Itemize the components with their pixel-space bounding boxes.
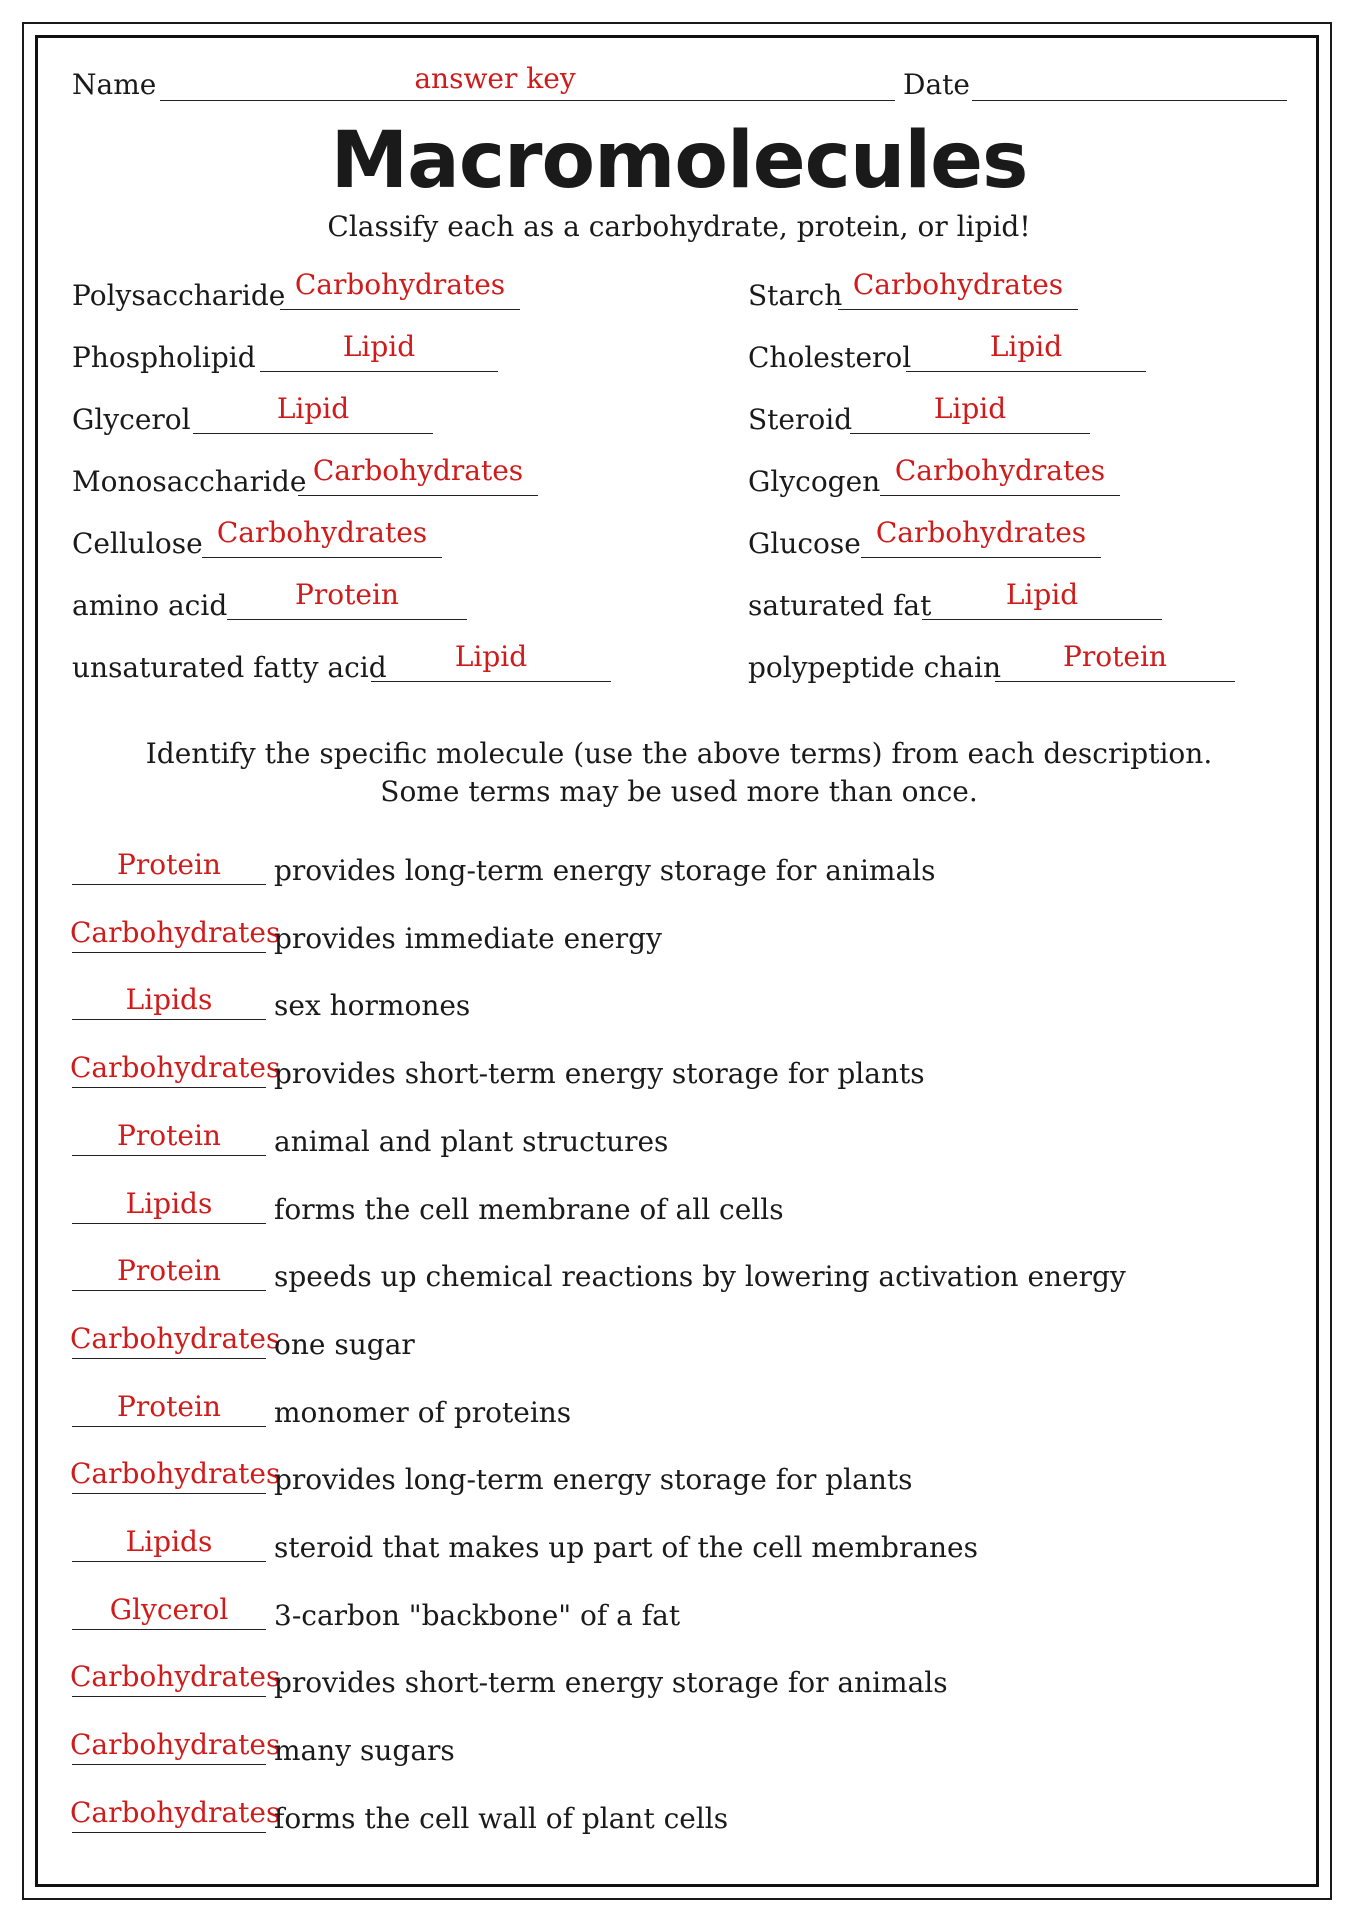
date-label: Date bbox=[903, 68, 970, 101]
description-text: speeds up chemical reactions by lowering activation energy bbox=[274, 1260, 1126, 1294]
classify-answer-left: Lipid bbox=[454, 640, 528, 673]
description-answer: Carbohydrates bbox=[70, 1457, 281, 1491]
classify-answer-right: Lipid bbox=[933, 392, 1007, 425]
description-answer: Lipids bbox=[125, 1186, 213, 1220]
name-value: answer key bbox=[414, 62, 576, 95]
classify-answer-left: Carbohydrates bbox=[312, 454, 524, 487]
description-text: provides long-term energy storage for plants bbox=[274, 1463, 913, 1497]
date-field[interactable] bbox=[972, 70, 1287, 101]
description-answer: Carbohydrates bbox=[70, 1321, 281, 1355]
description-text: monomer of proteins bbox=[274, 1395, 572, 1429]
description-text: 3-carbon "backbone" of a fat bbox=[274, 1598, 681, 1632]
classify-answer-right: Carbohydrates bbox=[852, 268, 1064, 301]
description-answer: Protein bbox=[117, 848, 221, 881]
description-answer: Carbohydrates bbox=[70, 1051, 281, 1085]
instructions-identify-line1: Identify the specific molecule (use the above terms) from each description. bbox=[145, 737, 1213, 770]
classify-term-left: Monosaccharide bbox=[72, 465, 307, 498]
classify-answer-left: Lipid bbox=[276, 392, 350, 425]
classify-answer-left: Carbohydrates bbox=[294, 268, 506, 301]
description-text: provides immediate energy bbox=[274, 921, 662, 955]
classify-term-right: Starch bbox=[748, 279, 843, 312]
classify-term-right: Steroid bbox=[748, 403, 853, 436]
description-text: one sugar bbox=[274, 1327, 415, 1361]
classify-term-right: saturated fat bbox=[748, 589, 932, 622]
classify-term-left: Phospholipid bbox=[72, 341, 256, 374]
classify-term-left: Cellulose bbox=[72, 527, 203, 560]
classify-term-left: unsaturated fatty acid bbox=[72, 651, 387, 684]
classify-answer-right: Carbohydrates bbox=[875, 516, 1087, 549]
description-text: forms the cell wall of plant cells bbox=[274, 1801, 729, 1835]
classify-answer-left: Lipid bbox=[342, 330, 416, 363]
classify-answer-right: Protein bbox=[1063, 640, 1167, 673]
description-answer: Lipids bbox=[125, 1525, 213, 1558]
classify-term-right: polypeptide chain bbox=[748, 651, 1001, 684]
description-text: many sugars bbox=[274, 1734, 455, 1768]
description-answer: Lipids bbox=[125, 983, 213, 1017]
classify-term-left: amino acid bbox=[72, 589, 228, 622]
description-text: provides long-term energy storage for animals bbox=[274, 854, 936, 887]
classify-answer-right: Lipid bbox=[1005, 578, 1079, 611]
classify-term-left: Glycerol bbox=[72, 403, 191, 436]
description-answer: Protein bbox=[117, 1118, 221, 1152]
description-text: animal and plant structures bbox=[274, 1124, 669, 1158]
description-answer: Glycerol bbox=[109, 1592, 229, 1626]
description-answer: Carbohydrates bbox=[70, 915, 281, 949]
description-answer: Protein bbox=[117, 1254, 221, 1288]
classify-term-left: Polysaccharide bbox=[72, 279, 286, 312]
classify-term-right: Glucose bbox=[748, 527, 861, 560]
classify-answer-left: Carbohydrates bbox=[216, 516, 428, 549]
classify-answer-right: Lipid bbox=[989, 330, 1063, 363]
description-text: steroid that makes up part of the cell membranes bbox=[274, 1531, 978, 1564]
description-text: forms the cell membrane of all cells bbox=[274, 1192, 784, 1226]
name-label: Name bbox=[72, 68, 157, 101]
description-text: provides short-term energy storage for animals bbox=[274, 1666, 948, 1700]
instructions-classify: Classify each as a carbohydrate, protein, or lipid! bbox=[327, 210, 1031, 243]
classify-answer-left: Protein bbox=[295, 578, 399, 611]
description-answer: Carbohydrates bbox=[70, 1660, 281, 1694]
description-answer: Carbohydrates bbox=[70, 1728, 281, 1762]
classify-term-right: Glycogen bbox=[748, 465, 881, 498]
description-answer: Carbohydrates bbox=[70, 1795, 281, 1829]
description-text: provides short-term energy storage for plants bbox=[274, 1057, 925, 1091]
description-text: sex hormones bbox=[274, 989, 471, 1023]
description-answer: Protein bbox=[117, 1389, 221, 1423]
classify-answer-right: Carbohydrates bbox=[894, 454, 1106, 487]
instructions-identify-line2: Some terms may be used more than once. bbox=[380, 775, 978, 808]
classify-term-right: Cholesterol bbox=[748, 341, 912, 374]
page-title: Macromolecules bbox=[330, 116, 1028, 206]
